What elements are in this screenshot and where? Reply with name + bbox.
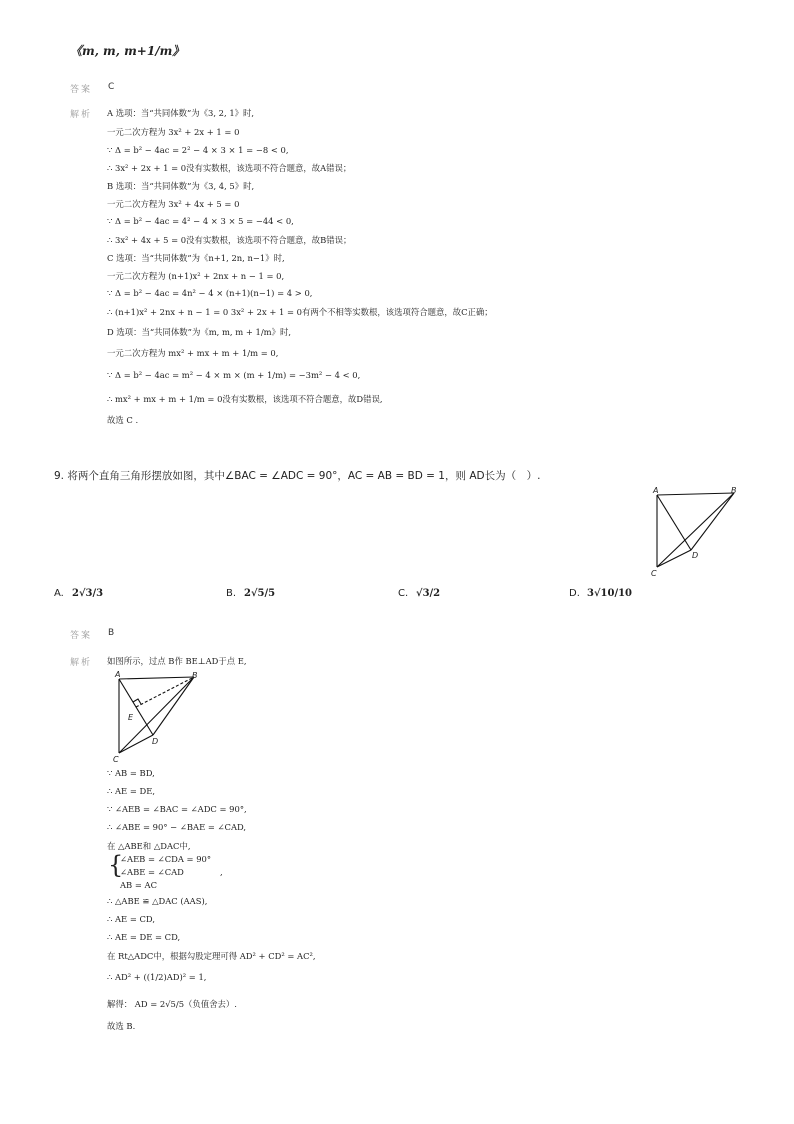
solution-line: 一元二次方程为 mx² + mx + m + 1/m = 0, bbox=[107, 348, 279, 358]
solution-line: ∴ 3x² + 2x + 1 = 0没有实数根，该选项不符合题意，故A错误； bbox=[107, 163, 352, 173]
system-line: AB = AC bbox=[120, 880, 158, 890]
answer-label: 答案 bbox=[70, 85, 93, 95]
segment-ad bbox=[657, 495, 691, 550]
solution-intro: 如图所示，过点 B作 BE⊥AD于点 E, bbox=[107, 656, 247, 666]
point-label-a: A bbox=[115, 670, 121, 679]
segment-cd bbox=[119, 735, 153, 753]
point-label-c: C bbox=[651, 569, 657, 578]
answer-value: C bbox=[108, 82, 115, 92]
option-a-value: 2√3/3 bbox=[72, 588, 104, 599]
solution-line: 一元二次方程为 3x² + 4x + 5 = 0 bbox=[107, 199, 240, 209]
solution-line: ∴ mx² + mx + m + 1/m = 0没有实数根，该选项不符合题意，故D错误, bbox=[107, 394, 383, 404]
answer-value: B bbox=[108, 628, 115, 638]
question-figure bbox=[646, 484, 746, 580]
segment-cd bbox=[657, 550, 691, 567]
solution-line: 故选 B. bbox=[107, 1021, 136, 1031]
solution-line: ∴ (n+1)x² + 2nx + n − 1 = 0 3x² + 2x + 1 = 0有两个不相等实数根，该选项符合题意，故C正确； bbox=[107, 307, 493, 317]
solution-line: ∴ △ABE ≌ △DAC (AAS), bbox=[107, 896, 208, 906]
option-d-value: 3√10/10 bbox=[587, 588, 633, 599]
segment-ab bbox=[119, 677, 194, 679]
point-label-d: D bbox=[152, 737, 159, 746]
point-label-b: B bbox=[731, 486, 737, 495]
segment-bd bbox=[153, 677, 194, 735]
point-label-e: E bbox=[128, 713, 134, 722]
solution-line: C 选项：当“共同体数”为《n+1, 2n, n−1》时, bbox=[107, 253, 285, 263]
point-label-b: B bbox=[192, 671, 198, 680]
solution-line: ∵ Δ = b² − 4ac = 2² − 4 × 3 × 1 = −8 < 0, bbox=[107, 145, 289, 155]
option-d-letter: D. bbox=[569, 588, 580, 599]
solution-line: 一元二次方程为 3x² + 2x + 1 = 0 bbox=[107, 127, 240, 137]
solution-line: ∵ AB = BD, bbox=[107, 768, 155, 778]
solution-line: ∵ Δ = b² − 4ac = m² − 4 × m × (m + 1/m) = −3m² − 4 < 0, bbox=[107, 370, 361, 380]
solution-line: ∴ AD² + ((1/2)AD)² = 1, bbox=[107, 972, 207, 982]
segment-bd bbox=[691, 493, 734, 550]
solution-line: ∵ Δ = b² − 4ac = 4n² − 4 × (n+1)(n−1) = 4 > 0, bbox=[107, 288, 313, 298]
option-b-value: 2√5/5 bbox=[244, 588, 276, 599]
solution-line: ∴ AE = DE = CD, bbox=[107, 932, 181, 942]
system-line: ∠AEB = ∠CDA = 90° bbox=[120, 854, 212, 864]
solution-line: ∴ 3x² + 4x + 5 = 0没有实数根，该选项不符合题意，故B错误； bbox=[107, 235, 352, 245]
solution-line: 在 △ABE和 △DAC中, bbox=[107, 841, 191, 851]
solution-line: ∵ ∠AEB = ∠BAC = ∠ADC = 90°, bbox=[107, 804, 247, 814]
system-brace: { bbox=[108, 851, 124, 879]
system-comma: , bbox=[220, 867, 223, 877]
segment-be-dashed bbox=[136, 677, 194, 707]
solution-figure bbox=[108, 668, 204, 764]
option-c-letter: C. bbox=[398, 588, 409, 599]
point-label-c: C bbox=[113, 755, 119, 764]
solution-line: ∴ AE = DE, bbox=[107, 786, 155, 796]
segment-ab bbox=[657, 493, 734, 495]
solution-line: 解得： AD = 2√5/5（负值舍去）. bbox=[107, 999, 237, 1009]
option-a-letter: A. bbox=[54, 588, 64, 599]
solution-line: ∴ AE = CD, bbox=[107, 914, 155, 924]
solution-line: A 选项：当“共同体数”为《3, 2, 1》时, bbox=[107, 108, 255, 118]
answer-label: 答案 bbox=[70, 631, 93, 641]
option-b-letter: B. bbox=[226, 588, 237, 599]
solution-line: B 选项：当“共同体数”为《3, 4, 5》时, bbox=[107, 181, 255, 191]
analysis-label: 解析 bbox=[70, 110, 93, 120]
solution-line: 故选 C . bbox=[107, 415, 139, 425]
solution-line: D 选项：当“共同体数”为《m, m, m + 1/m》时, bbox=[107, 327, 292, 337]
system-line: ∠ABE = ∠CAD bbox=[120, 867, 184, 877]
point-label-d: D bbox=[692, 551, 699, 560]
solution-line: ∵ Δ = b² − 4ac = 4² − 4 × 3 × 5 = −44 < 0, bbox=[107, 216, 294, 226]
solution-line: ∴ ∠ABE = 90° − ∠BAE = ∠CAD, bbox=[107, 822, 247, 832]
point-label-a: A bbox=[653, 486, 659, 495]
continued-option-line: 《m, m, m+1/m》 bbox=[70, 44, 185, 58]
question-9-stem: 9. 将两个直角三角形摆放如图，其中∠BAC = ∠ADC = 90°，AC = AB = BD = 1，则 AD长为（ ）. bbox=[54, 470, 541, 482]
option-c-value: √3/2 bbox=[416, 588, 441, 599]
solution-line: 在 Rt△ADC中，根据勾股定理可得 AD² + CD² = AC², bbox=[107, 951, 316, 961]
solution-line: 一元二次方程为 (n+1)x² + 2nx + n − 1 = 0, bbox=[107, 271, 285, 281]
analysis-label: 解析 bbox=[70, 658, 93, 668]
